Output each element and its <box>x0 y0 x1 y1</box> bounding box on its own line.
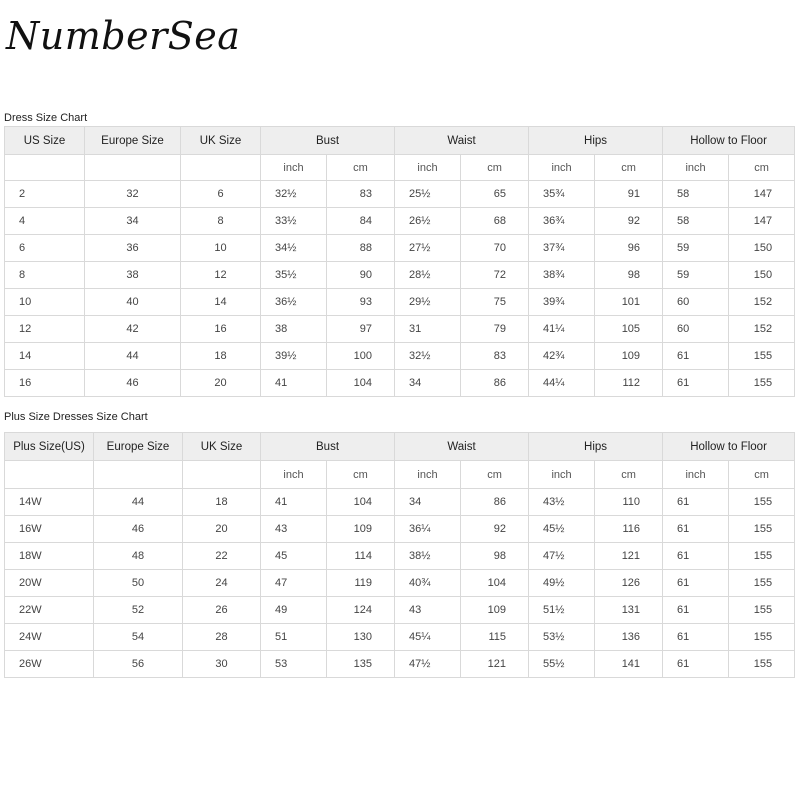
table-cell: 54 <box>94 624 183 651</box>
table-cell: 20W <box>5 570 94 597</box>
table-cell: 55½ <box>529 651 595 678</box>
table-cell: 92 <box>595 208 663 235</box>
table-cell: 2 <box>5 181 85 208</box>
table-cell: 58 <box>663 208 729 235</box>
table-cell: 155 <box>729 489 795 516</box>
table-cell: 147 <box>729 208 795 235</box>
table-cell: 155 <box>729 343 795 370</box>
table-cell: 35½ <box>261 262 327 289</box>
table-header-row <box>5 433 795 461</box>
table-cell: 60 <box>663 289 729 316</box>
table-cell: 40¾ <box>395 570 461 597</box>
table-cell: 121 <box>595 543 663 570</box>
unit-label: cm <box>595 461 663 489</box>
table-cell: 112 <box>595 370 663 397</box>
table-cell: 61 <box>663 516 729 543</box>
table-cell: 8 <box>181 208 261 235</box>
table-row <box>5 343 795 370</box>
table-cell: 114 <box>327 543 395 570</box>
table-cell: 4 <box>5 208 85 235</box>
table-cell: 135 <box>327 651 395 678</box>
table-cell: 152 <box>729 289 795 316</box>
table-cell: 26 <box>183 597 261 624</box>
table-cell: 42¾ <box>529 343 595 370</box>
table-cell: 34 <box>395 370 461 397</box>
table-cell: 56 <box>94 651 183 678</box>
table-cell: 72 <box>461 262 529 289</box>
blank-cell <box>5 461 94 489</box>
table-cell: 141 <box>595 651 663 678</box>
table-cell: 29½ <box>395 289 461 316</box>
table-cell: 100 <box>327 343 395 370</box>
column-header: Hollow to Floor <box>663 127 795 155</box>
table-row <box>5 235 795 262</box>
table-cell: 6 <box>181 181 261 208</box>
table-cell: 131 <box>595 597 663 624</box>
table-cell: 52 <box>94 597 183 624</box>
column-header: Hollow to Floor <box>663 433 795 461</box>
table-cell: 53½ <box>529 624 595 651</box>
table-cell: 61 <box>663 651 729 678</box>
table-cell: 119 <box>327 570 395 597</box>
table-cell: 20 <box>181 370 261 397</box>
table-cell: 83 <box>327 181 395 208</box>
table-cell: 44 <box>94 489 183 516</box>
table-cell: 18 <box>181 343 261 370</box>
blank-cell <box>85 155 181 181</box>
unit-label: cm <box>327 155 395 181</box>
table-cell: 84 <box>327 208 395 235</box>
table-cell: 93 <box>327 289 395 316</box>
table-row <box>5 208 795 235</box>
unit-label: inch <box>395 461 461 489</box>
column-header: Plus Size(US) <box>5 433 94 461</box>
table-cell: 24 <box>183 570 261 597</box>
table-cell: 109 <box>595 343 663 370</box>
table-cell: 155 <box>729 370 795 397</box>
table-cell: 115 <box>461 624 529 651</box>
table-cell: 155 <box>729 516 795 543</box>
unit-header-row <box>5 461 795 489</box>
unit-label: inch <box>529 155 595 181</box>
table-cell: 48 <box>94 543 183 570</box>
table-cell: 47½ <box>395 651 461 678</box>
table-cell: 61 <box>663 570 729 597</box>
table-cell: 39½ <box>261 343 327 370</box>
table-cell: 109 <box>461 597 529 624</box>
table-cell: 31 <box>395 316 461 343</box>
column-header: Waist <box>395 433 529 461</box>
table-row <box>5 370 795 397</box>
table-cell: 50 <box>94 570 183 597</box>
table-row <box>5 597 795 624</box>
table-cell: 65 <box>461 181 529 208</box>
table-cell: 86 <box>461 489 529 516</box>
unit-label: inch <box>261 155 327 181</box>
dress-chart-title: Dress Size Chart <box>4 112 88 124</box>
unit-label: cm <box>729 155 795 181</box>
table-cell: 12 <box>5 316 85 343</box>
table-cell: 6 <box>5 235 85 262</box>
column-header: Bust <box>261 433 395 461</box>
table-row <box>5 289 795 316</box>
table-cell: 92 <box>461 516 529 543</box>
column-header: UK Size <box>181 127 261 155</box>
table-cell: 104 <box>327 489 395 516</box>
table-row <box>5 489 795 516</box>
table-cell: 16 <box>181 316 261 343</box>
table-cell: 41 <box>261 370 327 397</box>
table-cell: 91 <box>595 181 663 208</box>
table-cell: 16 <box>5 370 85 397</box>
table-row <box>5 181 795 208</box>
table-cell: 109 <box>327 516 395 543</box>
table-cell: 90 <box>327 262 395 289</box>
unit-label: cm <box>461 461 529 489</box>
table-cell: 155 <box>729 624 795 651</box>
table-cell: 43 <box>395 597 461 624</box>
table-cell: 104 <box>461 570 529 597</box>
table-cell: 38 <box>261 316 327 343</box>
table-cell: 22W <box>5 597 94 624</box>
table-cell: 96 <box>595 235 663 262</box>
table-cell: 14W <box>5 489 94 516</box>
table-cell: 44 <box>85 343 181 370</box>
table-cell: 61 <box>663 543 729 570</box>
table-row <box>5 651 795 678</box>
table-row <box>5 624 795 651</box>
blank-cell <box>181 155 261 181</box>
table-cell: 46 <box>94 516 183 543</box>
table-cell: 10 <box>5 289 85 316</box>
table-cell: 61 <box>663 624 729 651</box>
table-cell: 79 <box>461 316 529 343</box>
table-row <box>5 316 795 343</box>
table-cell: 18W <box>5 543 94 570</box>
column-header: Bust <box>261 127 395 155</box>
table-cell: 33½ <box>261 208 327 235</box>
table-cell: 46 <box>85 370 181 397</box>
table-cell: 104 <box>327 370 395 397</box>
table-cell: 47 <box>261 570 327 597</box>
table-cell: 49½ <box>529 570 595 597</box>
table-cell: 18 <box>183 489 261 516</box>
table-cell: 36¼ <box>395 516 461 543</box>
table-cell: 41¼ <box>529 316 595 343</box>
unit-label: inch <box>529 461 595 489</box>
table-cell: 150 <box>729 235 795 262</box>
column-header: Hips <box>529 433 663 461</box>
column-header: Europe Size <box>94 433 183 461</box>
table-cell: 59 <box>663 235 729 262</box>
table-cell: 35¾ <box>529 181 595 208</box>
table-cell: 45¼ <box>395 624 461 651</box>
table-cell: 88 <box>327 235 395 262</box>
table-cell: 152 <box>729 316 795 343</box>
table-cell: 34½ <box>261 235 327 262</box>
table-cell: 39¾ <box>529 289 595 316</box>
table-cell: 61 <box>663 370 729 397</box>
table-cell: 22 <box>183 543 261 570</box>
table-cell: 116 <box>595 516 663 543</box>
table-cell: 98 <box>461 543 529 570</box>
table-cell: 10 <box>181 235 261 262</box>
table-cell: 38¾ <box>529 262 595 289</box>
brand-logo: NumberSea <box>6 14 241 58</box>
table-cell: 58 <box>663 181 729 208</box>
table-cell: 49 <box>261 597 327 624</box>
table-cell: 97 <box>327 316 395 343</box>
table-cell: 130 <box>327 624 395 651</box>
table-cell: 34 <box>85 208 181 235</box>
table-cell: 43½ <box>529 489 595 516</box>
table-cell: 26½ <box>395 208 461 235</box>
column-header: Hips <box>529 127 663 155</box>
table-cell: 101 <box>595 289 663 316</box>
table-cell: 53 <box>261 651 327 678</box>
blank-cell <box>94 461 183 489</box>
table-cell: 27½ <box>395 235 461 262</box>
plus-chart-title: Plus Size Dresses Size Chart <box>4 411 148 423</box>
unit-label: inch <box>663 461 729 489</box>
table-cell: 25½ <box>395 181 461 208</box>
table-cell: 155 <box>729 597 795 624</box>
unit-header-row <box>5 155 795 181</box>
table-cell: 47½ <box>529 543 595 570</box>
table-cell: 16W <box>5 516 94 543</box>
table-row <box>5 262 795 289</box>
table-cell: 51 <box>261 624 327 651</box>
plus-size-table <box>4 432 795 678</box>
table-cell: 40 <box>85 289 181 316</box>
table-cell: 41 <box>261 489 327 516</box>
table-cell: 86 <box>461 370 529 397</box>
table-cell: 68 <box>461 208 529 235</box>
table-cell: 20 <box>183 516 261 543</box>
table-cell: 70 <box>461 235 529 262</box>
column-header: UK Size <box>183 433 261 461</box>
column-header: Europe Size <box>85 127 181 155</box>
table-cell: 110 <box>595 489 663 516</box>
table-cell: 136 <box>595 624 663 651</box>
blank-cell <box>5 155 85 181</box>
table-cell: 28 <box>183 624 261 651</box>
table-cell: 61 <box>663 343 729 370</box>
table-cell: 61 <box>663 489 729 516</box>
table-cell: 32½ <box>261 181 327 208</box>
table-cell: 36¾ <box>529 208 595 235</box>
table-cell: 155 <box>729 651 795 678</box>
table-cell: 155 <box>729 543 795 570</box>
table-cell: 150 <box>729 262 795 289</box>
table-cell: 36½ <box>261 289 327 316</box>
table-cell: 32½ <box>395 343 461 370</box>
table-cell: 98 <box>595 262 663 289</box>
table-cell: 8 <box>5 262 85 289</box>
table-cell: 42 <box>85 316 181 343</box>
table-cell: 51½ <box>529 597 595 624</box>
unit-label: cm <box>327 461 395 489</box>
table-cell: 121 <box>461 651 529 678</box>
unit-label: inch <box>261 461 327 489</box>
table-cell: 61 <box>663 597 729 624</box>
table-cell: 43 <box>261 516 327 543</box>
dress-size-table <box>4 126 795 397</box>
unit-label: cm <box>729 461 795 489</box>
column-header: Waist <box>395 127 529 155</box>
unit-label: cm <box>595 155 663 181</box>
table-cell: 147 <box>729 181 795 208</box>
table-cell: 37¾ <box>529 235 595 262</box>
table-cell: 75 <box>461 289 529 316</box>
table-cell: 124 <box>327 597 395 624</box>
unit-label: inch <box>663 155 729 181</box>
table-cell: 155 <box>729 570 795 597</box>
table-cell: 38 <box>85 262 181 289</box>
table-cell: 12 <box>181 262 261 289</box>
table-row <box>5 570 795 597</box>
table-cell: 105 <box>595 316 663 343</box>
table-cell: 14 <box>181 289 261 316</box>
table-cell: 45 <box>261 543 327 570</box>
table-cell: 14 <box>5 343 85 370</box>
table-cell: 26W <box>5 651 94 678</box>
table-cell: 30 <box>183 651 261 678</box>
table-cell: 32 <box>85 181 181 208</box>
table-header-row <box>5 127 795 155</box>
table-cell: 60 <box>663 316 729 343</box>
table-cell: 45½ <box>529 516 595 543</box>
table-cell: 59 <box>663 262 729 289</box>
unit-label: cm <box>461 155 529 181</box>
table-cell: 36 <box>85 235 181 262</box>
table-cell: 83 <box>461 343 529 370</box>
table-row <box>5 516 795 543</box>
table-cell: 44¼ <box>529 370 595 397</box>
table-cell: 126 <box>595 570 663 597</box>
unit-label: inch <box>395 155 461 181</box>
table-cell: 38½ <box>395 543 461 570</box>
table-row <box>5 543 795 570</box>
table-cell: 34 <box>395 489 461 516</box>
blank-cell <box>183 461 261 489</box>
table-cell: 28½ <box>395 262 461 289</box>
column-header: US Size <box>5 127 85 155</box>
table-cell: 24W <box>5 624 94 651</box>
